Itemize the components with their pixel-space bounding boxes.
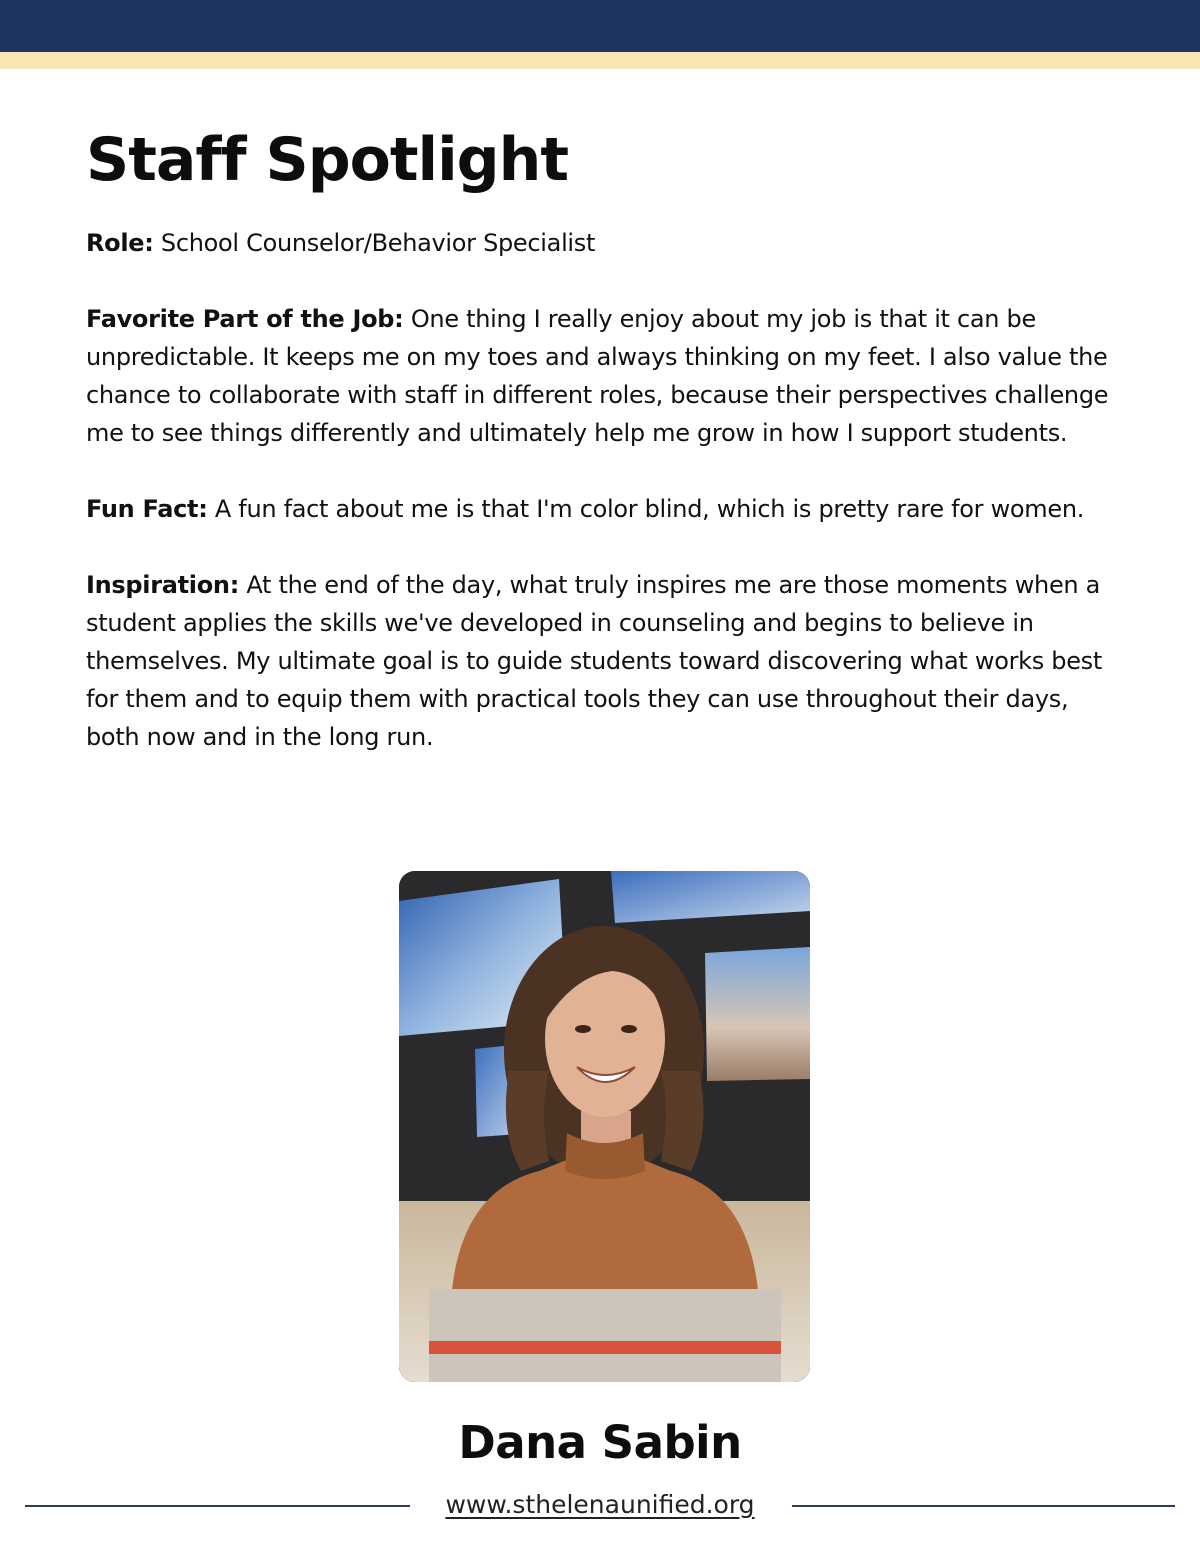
website-link[interactable]: www.sthelenaunified.org: [445, 1490, 755, 1519]
favorite-part-label: Favorite Part of the Job:: [86, 305, 404, 333]
footer-rule-right: [792, 1505, 1175, 1507]
staff-photo: [399, 871, 810, 1382]
spotlight-content: [86, 224, 1126, 794]
header-band: [0, 0, 1200, 52]
role-text: School Counselor/Behavior Specialist: [160, 229, 596, 257]
inspiration-label: Inspiration:: [86, 571, 240, 599]
favorite-part-text: One thing I really enjoy about my job is that it can be unpredictable. It keeps me on my toes and always thinking on my feet. I also value the chance to collaborate with staff in different roles, because their perspectives challenge me to see things differently and ultimately help me grow in how I support students.: [86, 305, 1109, 447]
fun-fact-text: A fun fact about me is that I'm color blind, which is pretty rare for women.: [214, 495, 1085, 523]
favorite-part-section: [86, 300, 1126, 452]
fun-fact-label: Fun Fact:: [86, 495, 208, 523]
staff-name: Dana Sabin: [458, 1416, 742, 1469]
page-title: Staff Spotlight: [86, 125, 569, 195]
role-section: [86, 224, 1126, 262]
inspiration-section: [86, 566, 1126, 756]
inspiration-text: At the end of the day, what truly inspires me are those moments when a student applies the skills we've developed in counseling and begins to believe in themselves. My ultimate goal is to guide students toward discovering what works best for them and to equip them with practical tools they can use throughout their days, both now and in the long run.: [86, 571, 1103, 751]
fun-fact-section: [86, 490, 1126, 528]
role-label: Role:: [86, 229, 154, 257]
header-accent-stripe: [0, 52, 1200, 69]
